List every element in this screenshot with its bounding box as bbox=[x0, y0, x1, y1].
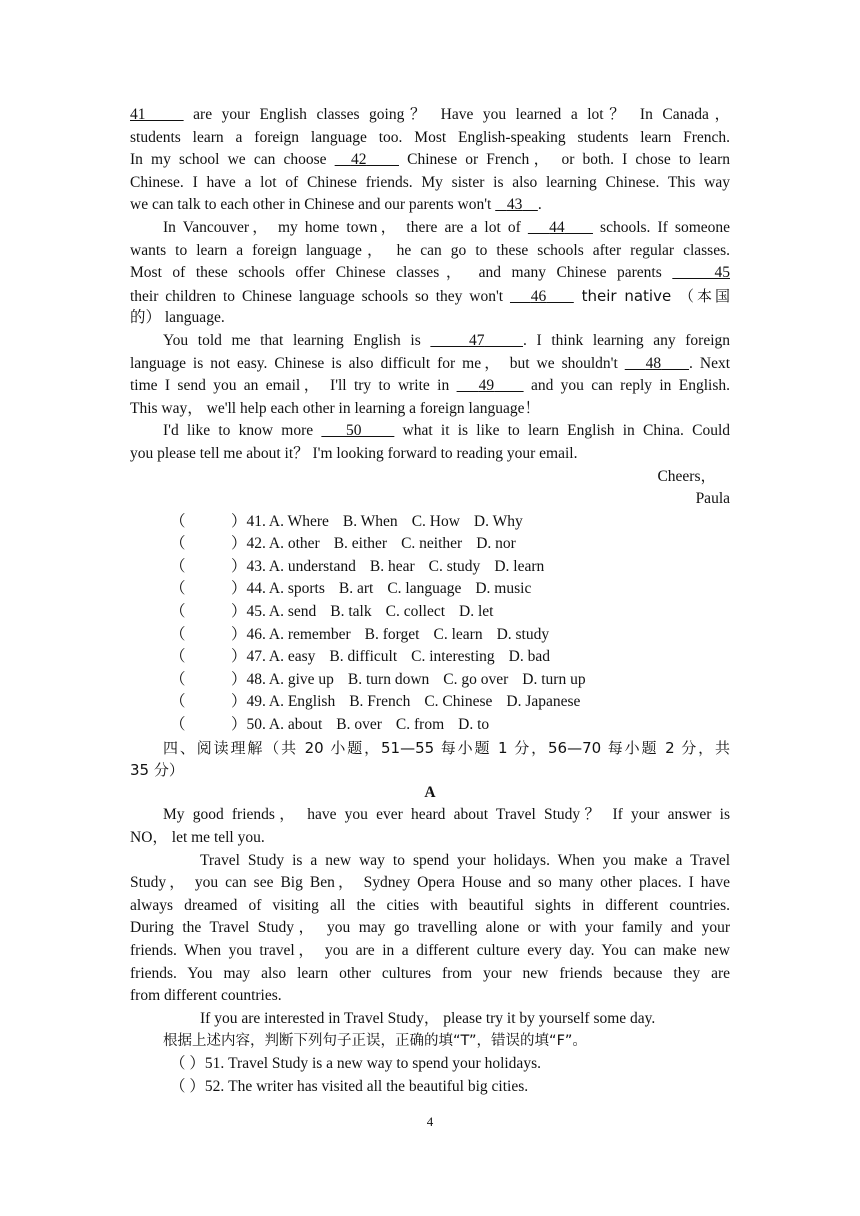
option-choice: ）49. A. English bbox=[231, 693, 336, 711]
cloze-line: wants to learn a foreign language， he can go to these schools after regular classes. bbox=[130, 241, 730, 259]
option-choice: D. Why bbox=[473, 512, 523, 530]
blank-pad bbox=[146, 106, 184, 123]
cloze-line bbox=[130, 217, 730, 240]
answer-paren[interactable]: （ bbox=[170, 557, 186, 575]
cloze-line bbox=[130, 262, 730, 285]
cloze-line bbox=[130, 353, 730, 376]
cloze-text: their children to Chinese language schools so they won't bbox=[130, 287, 510, 305]
option-choice: D. nor bbox=[476, 535, 516, 553]
cloze-line bbox=[130, 375, 730, 398]
passage-line: Travel Study is a new way to spend your holidays. When you make a Travel bbox=[200, 851, 730, 869]
option-row bbox=[130, 556, 730, 579]
answer-paren[interactable]: （ bbox=[170, 693, 186, 711]
cloze-text: time I send you an email， I'll try to write in bbox=[130, 377, 457, 395]
option-choice: B. art bbox=[338, 580, 374, 598]
page-number: 4 bbox=[426, 1114, 434, 1129]
option-choice: ）44. A. sports bbox=[231, 580, 325, 598]
option-choice: C. from bbox=[395, 716, 445, 734]
answer-paren[interactable]: （ bbox=[170, 670, 186, 688]
option-row bbox=[130, 533, 730, 556]
blank-45: 45 bbox=[714, 264, 730, 282]
cloze-text: Most of these schools offer Chinese classes， and many Chinese parents bbox=[130, 264, 673, 282]
option-choice: D. turn up bbox=[522, 670, 586, 688]
cloze-line: 的） language. bbox=[130, 309, 225, 327]
passage-line: Study， you can see Big Ben， Sydney Opera House and so many other places. I have bbox=[130, 874, 730, 892]
option-row bbox=[130, 669, 730, 692]
option-row bbox=[130, 714, 730, 737]
option-choice: ）48. A. give up bbox=[231, 670, 334, 688]
cloze-line: students learn a foreign language too. Most English-speaking students learn French. bbox=[130, 128, 730, 146]
cloze-line bbox=[130, 194, 730, 217]
option-choice: C. language bbox=[387, 580, 462, 598]
passage-line: friends. You may also learn other cultures from your new friends because they are bbox=[130, 964, 730, 982]
option-choice: C. study bbox=[428, 557, 481, 575]
option-choice: B. turn down bbox=[347, 670, 430, 688]
section-heading-cont: 35 分） bbox=[130, 761, 184, 780]
passage-line: During the Travel Study， you may go travelling alone or with your family and your bbox=[130, 919, 730, 937]
cloze-line bbox=[130, 420, 730, 443]
cloze-text: their native （本国 bbox=[573, 286, 731, 305]
option-choice: ）45. A. send bbox=[231, 603, 317, 621]
option-choice: C. How bbox=[411, 512, 460, 530]
option-choice: B. over bbox=[336, 716, 382, 734]
option-choice: ）42. A. other bbox=[231, 535, 320, 553]
cloze-line bbox=[130, 285, 730, 308]
blank-48: 48 bbox=[645, 354, 662, 372]
blank-44: 44 bbox=[549, 218, 565, 236]
passage-line: If you are interested in Travel Study， please try it by yourself some day. bbox=[200, 1009, 656, 1027]
passage-line: My good friends， have you ever heard about Travel Study？ If your answer is bbox=[163, 806, 730, 824]
cloze-text: I'd like to know more bbox=[163, 422, 322, 440]
cloze-line bbox=[130, 330, 730, 353]
option-choice: C. neither bbox=[401, 535, 463, 553]
option-choice: C. learn bbox=[433, 625, 483, 643]
question-51: （ ）51. Travel Study is a new way to spend your holidays. bbox=[170, 1054, 541, 1072]
option-choice: D. let bbox=[459, 603, 494, 621]
option-choice: ）50. A. about bbox=[231, 716, 323, 734]
passage-label: A bbox=[424, 783, 436, 801]
option-choice: ）43. A. understand bbox=[231, 557, 356, 575]
option-row bbox=[130, 624, 730, 647]
cloze-text: we can talk to each other in Chinese and our parents won't bbox=[130, 196, 496, 214]
answer-paren[interactable]: （ bbox=[170, 512, 186, 530]
option-choice: D. bad bbox=[508, 648, 550, 666]
option-choice: ）41. A. Where bbox=[231, 512, 329, 530]
blank-43: 43 bbox=[506, 196, 523, 214]
exam-page bbox=[130, 104, 730, 1098]
option-choice: D. learn bbox=[494, 557, 545, 575]
cloze-text: what it is like to learn English in China. Could bbox=[394, 422, 731, 440]
answer-paren[interactable]: （ bbox=[170, 648, 186, 666]
cloze-line: you please tell me about it？ I'm looking forward to reading your email. bbox=[130, 444, 578, 462]
option-choice: B. forget bbox=[364, 625, 420, 643]
answer-paren[interactable]: （ bbox=[170, 603, 186, 621]
blank-50: 50 bbox=[346, 422, 362, 440]
signature: Paula bbox=[695, 490, 730, 508]
cloze-text: . bbox=[537, 196, 542, 214]
option-choice: C. go over bbox=[443, 670, 509, 688]
cloze-text: are your English classes going？ Have you learned a lot？ In Canada， bbox=[183, 106, 731, 123]
passage-line: NO， let me tell you. bbox=[130, 829, 265, 846]
blank-42: 42 bbox=[350, 151, 367, 169]
cloze-text: and you can reply in English. bbox=[523, 377, 731, 395]
blank-49: 49 bbox=[478, 377, 495, 395]
option-choice: B. When bbox=[342, 512, 398, 530]
cloze-line bbox=[130, 104, 730, 127]
option-row bbox=[130, 601, 730, 624]
passage-line: always dreamed of visiting all the cities with beautiful sights in different countries. bbox=[130, 896, 730, 914]
options-list bbox=[130, 511, 730, 737]
option-choice: ）47. A. easy bbox=[231, 648, 316, 666]
cloze-text: You told me that learning English is bbox=[163, 331, 431, 349]
cloze-text: Chinese or French， or both. I chose to learn bbox=[399, 151, 731, 169]
cloze-text: language is not easy. Chinese is also difficult for me， but we shouldn't bbox=[130, 354, 625, 372]
option-choice: D. music bbox=[475, 580, 532, 598]
instruction: 根据上述内容，判断下列句子正误，正确的填“T”，错误的填“F”。 bbox=[163, 1033, 587, 1050]
option-choice: B. French bbox=[349, 693, 411, 711]
cloze-line: This way， we'll help each other in learning a foreign language！ bbox=[130, 399, 540, 417]
option-row bbox=[130, 578, 730, 601]
option-choice: B. difficult bbox=[329, 648, 398, 666]
passage-line: friends. When you travel， you are in a different culture every day. You can make new bbox=[130, 941, 730, 959]
cloze-text: schools. If someone bbox=[592, 218, 731, 236]
blank-41: 41 bbox=[130, 106, 146, 123]
option-choice: C. interesting bbox=[411, 648, 495, 666]
cloze-text: In Vancouver， my home town， there are a lot of bbox=[163, 218, 528, 236]
option-row bbox=[130, 646, 730, 669]
blank-47: 47 bbox=[468, 331, 485, 349]
option-choice: C. Chinese bbox=[424, 693, 493, 711]
option-choice: D. study bbox=[496, 625, 550, 643]
option-choice: B. hear bbox=[369, 557, 415, 575]
option-choice: D. to bbox=[458, 716, 490, 734]
option-row bbox=[130, 511, 730, 534]
sign-off: Cheers， bbox=[657, 467, 716, 485]
option-choice: C. collect bbox=[385, 603, 446, 621]
cloze-text: In my school we can choose bbox=[130, 151, 335, 169]
cloze-line bbox=[130, 149, 730, 172]
cloze-text: . Next bbox=[689, 354, 731, 372]
option-choice: D. Japanese bbox=[506, 693, 581, 711]
cloze-line: Chinese. I have a lot of Chinese friends. My sister is also learning Chinese. This way bbox=[130, 173, 730, 191]
section-heading: 四、阅读理解（共 20 小题，51—55 每小题 1 分，56—70 每小题 2 分，共 bbox=[163, 738, 730, 757]
answer-paren[interactable]: （ bbox=[170, 716, 186, 734]
option-choice: B. talk bbox=[330, 603, 372, 621]
blank-46: 46 bbox=[530, 287, 547, 305]
answer-paren[interactable]: （ bbox=[170, 625, 186, 643]
cloze-text: . I think learning any foreign bbox=[523, 331, 731, 349]
option-choice: B. either bbox=[333, 535, 388, 553]
passage-line: from different countries. bbox=[130, 987, 282, 1005]
answer-paren[interactable]: （ bbox=[170, 580, 186, 598]
answer-paren[interactable]: （ bbox=[170, 535, 186, 553]
option-choice: ）46. A. remember bbox=[231, 625, 351, 643]
option-row bbox=[130, 691, 730, 714]
question-52: （ ）52. The writer has visited all the beautiful big cities. bbox=[170, 1077, 529, 1095]
